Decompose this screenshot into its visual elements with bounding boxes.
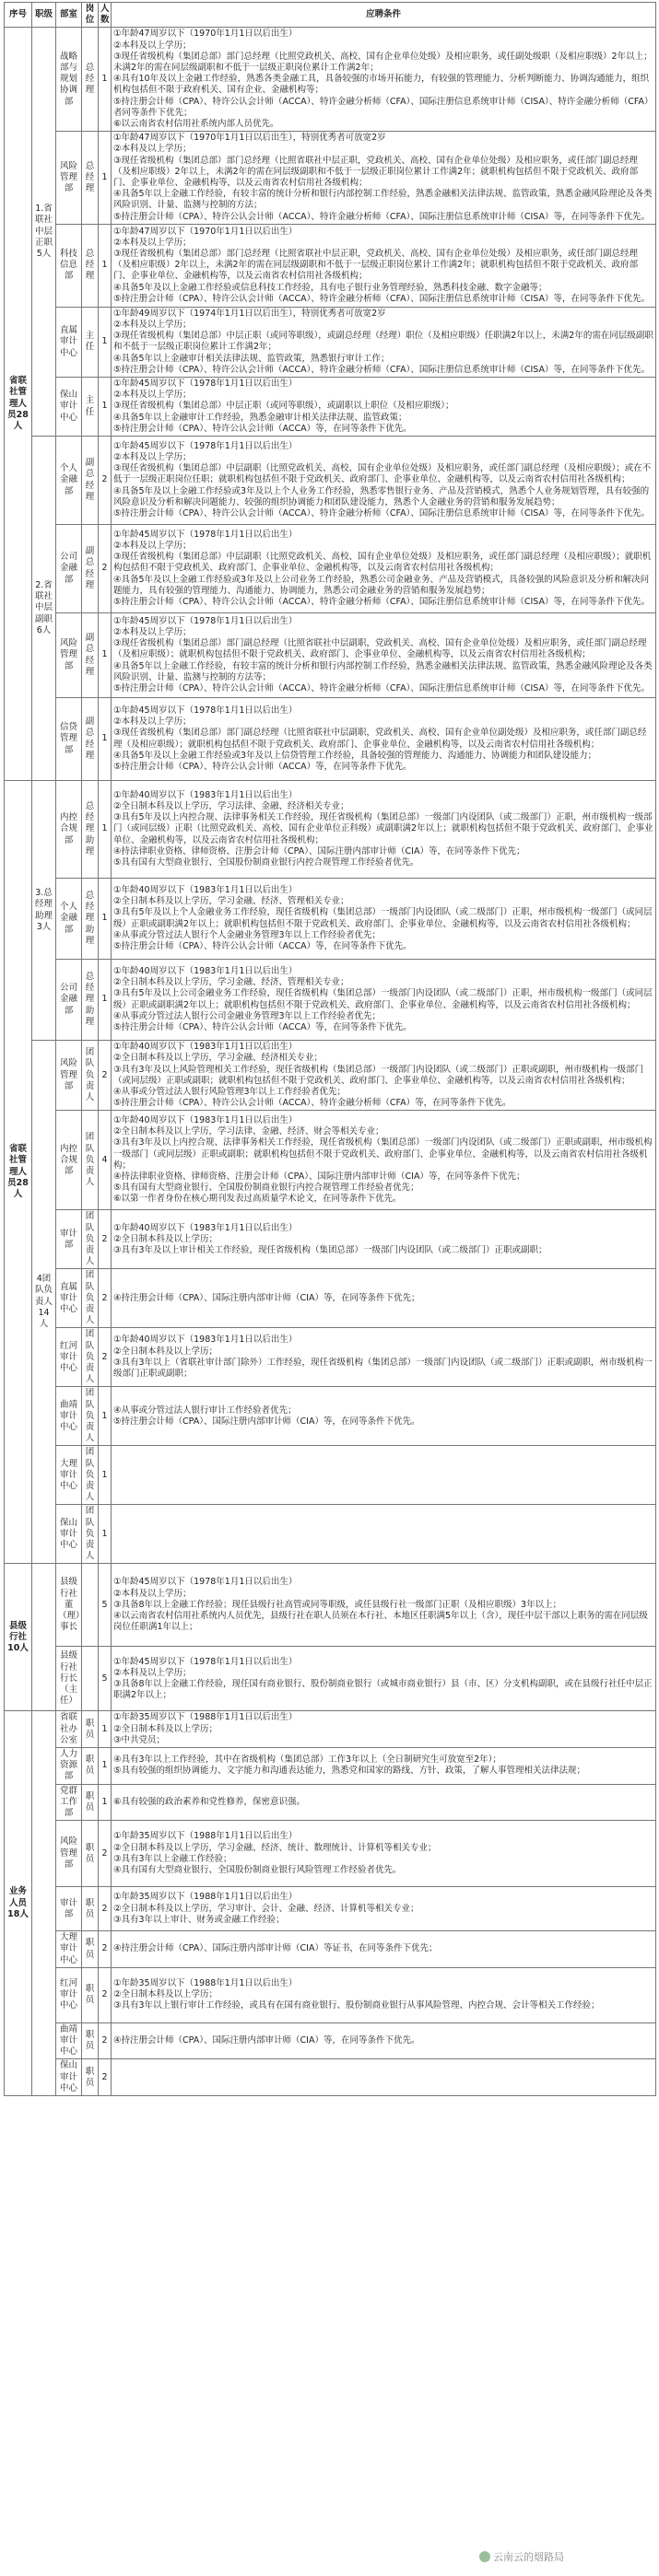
position-cell: 团队负责人 bbox=[82, 1041, 99, 1111]
requirement-line: ③具有3年及以上审计相关工作经验，现任省级机构（集团总部）一级部门内设团队（或二级部门）正职或副职； bbox=[113, 1244, 547, 1255]
table-body bbox=[5, 28, 656, 2096]
watermark bbox=[479, 2549, 564, 2564]
count-cell: 2 bbox=[99, 1821, 112, 1887]
position-cell: 职员 bbox=[82, 2059, 99, 2096]
requirement-line: ①年龄40周岁以下（1983年1月1日以后出生） bbox=[113, 965, 298, 976]
table-row bbox=[5, 1967, 656, 2022]
requirement-line: ②全日制本科及以上学历，学习金融、经济相关专业； bbox=[113, 1053, 324, 1064]
requirement-line: ①年龄40周岁以下（1983年1月1日以后出生） bbox=[113, 1115, 298, 1125]
level-cell: 4团队负责人14人 bbox=[32, 1041, 56, 1564]
requirements-cell bbox=[112, 1210, 656, 1269]
department-cell: 审计部 bbox=[56, 1210, 82, 1269]
requirements-cell bbox=[112, 132, 656, 225]
department-cell: 县级行社行长（主任） bbox=[56, 1647, 82, 1711]
requirements-cell bbox=[112, 1931, 656, 1968]
requirements-cell bbox=[112, 1328, 656, 1387]
count-cell: 1 bbox=[99, 1505, 112, 1564]
requirement-line: ④从事或分管过法人银行风险管理3年以上工作经验者优先； bbox=[113, 1086, 347, 1097]
department-cell: 县级行社董（理）事长 bbox=[56, 1564, 82, 1647]
count-cell: 1 bbox=[99, 613, 112, 698]
table-row bbox=[5, 1564, 656, 1647]
count-cell: 1 bbox=[99, 1446, 112, 1505]
requirement-line: ⑤持注册会计师（CPA）、特许公认会计师（ACCA）、特许金融分析师（CFA）、国际注册信息系统审计师（CISA）等，在同等条件下优先。 bbox=[113, 597, 650, 608]
requirement-line: ①年龄45周岁以下（1978年1月1日以后出生） bbox=[113, 615, 298, 626]
requirement-line: ⑥以第一作者身份在核心期刊发表过高质量学术论文，在同等条件下优先。 bbox=[113, 1194, 402, 1205]
requirement-line: ⑤持注册会计师（CPA）、特许公认会计师（ACCA）、特许金融分析师（CFA）、国际注册信息系统审计师（CISA）等，在同等条件下优先。 bbox=[113, 364, 650, 375]
department-cell: 保山审计中心 bbox=[56, 1505, 82, 1564]
department-cell: 曲靖审计中心 bbox=[56, 1387, 82, 1446]
position-cell: 团队负责人 bbox=[82, 1210, 99, 1269]
requirement-line: ⑤持注册会计师（CPA）、特许公认会计师（ACCA）、特许金融分析师（CFA）、国际注册信息系统审计师（CISA）等，在同等条件下优先。 bbox=[113, 683, 650, 694]
requirements-cell bbox=[112, 698, 656, 781]
department-cell: 个人金融部 bbox=[56, 879, 82, 960]
count-cell: 2 bbox=[99, 1269, 112, 1328]
count-cell: 2 bbox=[99, 1931, 112, 1968]
table-row bbox=[5, 1505, 656, 1564]
requirement-line: ④具备5年及以上金融工作经验或3年及以上信贷管理工作经验，具备较强的管理能力、沟通能力、协调能力和团队建设能力； bbox=[113, 750, 597, 761]
requirement-line: ①年龄40周岁以下（1983年1月1日以后出生） bbox=[113, 789, 298, 800]
table-row bbox=[5, 1387, 656, 1446]
position-cell: 主任 bbox=[82, 378, 99, 437]
department-cell: 保山审计中心 bbox=[56, 2059, 82, 2096]
requirement-line: ③具有3年以上审计、财务或金融工作经验； bbox=[113, 1914, 285, 1925]
count-cell: 1 bbox=[99, 224, 112, 307]
requirement-line: ④持法律职业资格、律师资格、注册会计师（CPA）、国际注册内部审计师（CIA）等，在同等条件下优先； bbox=[113, 1171, 525, 1183]
requirement-line: ①年龄45周岁以下（1978年1月1日以后出生） bbox=[113, 1656, 298, 1667]
requirement-line: ②本科及以上学历； bbox=[113, 541, 192, 552]
table-row bbox=[5, 307, 656, 377]
requirement-line: ①年龄47周岁以下（1970年1月1日以后出生），特别优秀者可放宽2岁 bbox=[113, 133, 386, 144]
requirement-line: ④具备5年以上金融工作经验，有较丰富的统计分析和银行内部控制工作经验，熟悉金融相关法律法规、监管政策，熟悉金融风险理论及各类风险识别、计量、监测与控制的方法； bbox=[113, 189, 653, 211]
position-cell: 团队负责人 bbox=[82, 1387, 99, 1446]
requirement-line: ⑥以云南省农村信用社系统内部人员优先。 bbox=[113, 119, 279, 130]
requirements-cell bbox=[112, 960, 656, 1041]
requirements-cell bbox=[112, 1821, 656, 1887]
requirement-line: ③具有3年以上金融工作经验； bbox=[113, 1853, 232, 1864]
level-cell: 1.省联社中层正职5人 bbox=[32, 28, 56, 437]
position-cell: 职员 bbox=[82, 1967, 99, 2022]
requirements-cell bbox=[112, 1784, 656, 1821]
requirement-line: ⑥具有较强的政治素养和党性修养，保密意识强。 bbox=[113, 1796, 306, 1807]
count-cell: 1 bbox=[99, 879, 112, 960]
department-cell: 审计部 bbox=[56, 1887, 82, 1931]
count-cell: 1 bbox=[99, 132, 112, 225]
count-cell: 5 bbox=[99, 1647, 112, 1711]
requirements-cell bbox=[112, 1111, 656, 1210]
requirement-line: ①年龄45周岁以下（1978年1月1日以后出生） bbox=[113, 529, 298, 540]
position-cell: 总经理 bbox=[82, 28, 99, 132]
requirement-line: ④具备5年以上金融审计工作经验，熟悉金融审计相关法律法规、监管政策； bbox=[113, 412, 407, 423]
count-cell: 5 bbox=[99, 1564, 112, 1647]
requirement-line: ②全日制本科及以上学历，学习法律、金融、经济相关专业； bbox=[113, 801, 349, 812]
requirement-line: ③现任省级机构（集团总部）中层副职（比照党政机关、高校、国有企业单位处级）及相应职务，或任部门副总经理（及相应职级）；就职机构包括但不限于党政机关、政府部门、企事业单位、金融机构等，以及云南省农村信用社各级机构； bbox=[113, 552, 652, 574]
requirement-line: ③现任省级机构（集团总部）部门副总经理（比照省联社中层副职，党政机关、高校、国有企业单位处级）及相应职务，或任部门副总经理（及相应职级）；就职机构包括但不限于党政机关、政府部门、企事业单位、金融机构等，以及云南省农村信用社各级机构； bbox=[113, 638, 647, 660]
requirements-cell bbox=[112, 1748, 656, 1785]
position-cell: 副总经理 bbox=[82, 437, 99, 525]
requirement-line: ②全日制本科及以上学历； bbox=[113, 1233, 218, 1244]
requirement-line: ②全日制本科及以上学历，学习金融、经济、管理相关专业； bbox=[113, 977, 349, 988]
requirement-line: ③具有3年及以上风险管理相关工作经验，现任省级机构（集团总部）一级部门内设团队（或二级部门）正职或副职，州市级机构一级部门（或同层级）正职或副职；就职机构包括但不限于党政机关、政府部门、企事业单位、金融机构等，以及云南省农村信用社各级机构； bbox=[113, 1064, 644, 1086]
position-cell bbox=[82, 1647, 99, 1711]
table-row bbox=[5, 781, 656, 879]
count-cell: 2 bbox=[99, 1887, 112, 1931]
position-cell bbox=[82, 1564, 99, 1647]
requirement-line: ③具有5年及以上公司金融业务工作经验，现任省级机构（集团总部）一级部门内设团队（或二级部门）正职，州市级机构一级部门（或同层级）正职或副职满2年以上；就职机构包括但不限于党政机关、政府部门、企事业单位、金融机构等，以及云南省农村信用社各级机构； bbox=[113, 988, 653, 1010]
requirement-line: ①年龄47周岁以下（1970年1月1日以后出生） bbox=[113, 226, 298, 237]
requirements-cell bbox=[112, 1967, 656, 2022]
header-serial: 序号 bbox=[5, 3, 32, 28]
level-cell: 2.省联社中层副职6人 bbox=[32, 437, 56, 781]
requirement-line: ①年龄40周岁以下（1983年1月1日以后出生） bbox=[113, 1222, 298, 1233]
section-serial-cell: 县级行社10人 bbox=[5, 1564, 32, 1711]
requirement-line: ①年龄35周岁以下（1988年1月1日以后出生） bbox=[113, 1831, 298, 1842]
requirements-cell bbox=[112, 781, 656, 879]
requirement-line: ③现任省级机构（集团总部）中层正职（或同等职级），或副总经理（经理）职位（及相应职级）任职满2年以上，未满2年的需在同层级副职和不低于一层级正职岗位累计工作满2年； bbox=[113, 331, 653, 353]
requirement-line: ③现任省级机构（集团总部）中层正职（或同等职级），或副职以上职位（及相应职级）； bbox=[113, 401, 454, 412]
requirement-line: ②本科及以上学历； bbox=[113, 390, 192, 401]
department-cell: 内控合规部 bbox=[56, 781, 82, 879]
requirement-line: ③具有5年及以上内控合规、法律事务相关工作经验，现任省级机构（集团总部）一级部门内设团队（或二级部门）正职，州市级机构一级部门（或同层级）正职（比照党政机关、高校、国有企业单位正科级）或副职满2年以上；就职机构包括但不限于党政机关、政府部门、企事业单位、金融机构等，以及云南省农村信用社各级机构； bbox=[113, 812, 653, 845]
recruitment-table-document bbox=[4, 2, 655, 2096]
requirement-line: ③具有3年以上银行审计工作经验，或具有在国有商业银行、股份制商业银行从事风险管理、内控合规、会计等相关工作经验； bbox=[113, 2000, 600, 2011]
position-cell: 总经理助理 bbox=[82, 879, 99, 960]
requirement-line: ①年龄40周岁以下（1983年1月1日以后出生） bbox=[113, 1042, 298, 1053]
requirements-cell bbox=[112, 224, 656, 307]
requirement-line: ⑤持注册会计师（CPA）、特许公认会计师（ACCA）、特许金融分析师（CFA）等，在同等条件下优先。 bbox=[113, 1098, 512, 1109]
table-row bbox=[5, 879, 656, 960]
requirements-cell bbox=[112, 1647, 656, 1711]
requirements-cell bbox=[112, 1505, 656, 1564]
requirements-cell bbox=[112, 2059, 656, 2096]
count-cell: 2 bbox=[99, 1210, 112, 1269]
requirement-line: ④具备5年以上金融工作经验，有较丰富的统计分析和银行内部控制工作经验，熟悉金融相关法律法规、监管政策，熟悉金融风险理论及各类风险识别、计量、监测与控制的方法等； bbox=[113, 660, 653, 682]
department-cell: 红河审计中心 bbox=[56, 1967, 82, 2022]
requirement-line: ③现任省级机构（集团总部）部门总经理（比照省联社中层正职，党政机关、高校、国有企业单位处级）及相应职务，或任部门副总经理（及相应职级）2年以上，未满2年的需在同层级副职和不低于一层级正职岗位累计工作满2年；就职机构包括但不限于党政机关、政府部门、企事业单位、金融机构等，以及云南省农村信用社各级机构； bbox=[113, 249, 639, 282]
requirement-line: ⑤持注册会计师（CPA）、特许公认会计师（ACCA）等，在同等条件下优先。 bbox=[113, 423, 412, 434]
position-cell: 总经理助理 bbox=[82, 781, 99, 879]
requirement-line: ③现任省级机构（集团总部）部门副总经理（比照省联社中层副职，党政机关、高校、国有企业单位副处级）及相应职务，或任部门副总经理（及相应职级）；就职机构包括但不限于党政机关、政府部门、企事业单位、金融机构等，以及云南省农村信用社各级机构； bbox=[113, 728, 647, 750]
department-cell: 党群工作部 bbox=[56, 1784, 82, 1821]
recruitment-table bbox=[4, 2, 656, 2096]
requirement-line: ④持注册会计师（CPA）、国际注册内部审计师（CIA）等，在同等条件下优先； bbox=[113, 1292, 420, 1303]
requirement-line: ③现任省级机构（集团总部）部门总经理（比照党政机关、高校、国有企业单位处级）及相应职务，或任副处级职（及相应职级）2年以上；未满2年的需在同层级副职和不低于一层级正职岗位累计工作满2年； bbox=[113, 51, 653, 74]
table-row bbox=[5, 525, 656, 613]
section-serial-cell: 省联社管理人员28人 bbox=[5, 781, 32, 1564]
department-cell: 公司金融部 bbox=[56, 960, 82, 1041]
requirement-line: ②全日制本科及以上学历； bbox=[113, 1346, 218, 1357]
position-cell: 总经理助理 bbox=[82, 960, 99, 1041]
requirement-line: ②本科及以上学历； bbox=[113, 237, 192, 248]
count-cell: 1 bbox=[99, 698, 112, 781]
requirement-line: ②全日制本科及以上学历，学习审计、会计、金融、经济、计算机等相关专业； bbox=[113, 1903, 419, 1914]
count-cell: 1 bbox=[99, 307, 112, 377]
requirements-cell bbox=[112, 1887, 656, 1931]
department-cell: 大理审计中心 bbox=[56, 1446, 82, 1505]
table-row bbox=[5, 28, 656, 132]
requirement-line: ④从事或分管过法人银行审计工作经验者优先； bbox=[113, 1405, 297, 1416]
table-row bbox=[5, 1784, 656, 1821]
requirement-line: ②全日制本科及以上学历，学习法律、金融、经济、财会等相关专业； bbox=[113, 1126, 384, 1137]
requirements-cell bbox=[112, 1387, 656, 1446]
count-cell: 1 bbox=[99, 781, 112, 879]
requirement-line: ①年龄47周岁以下（1970年1月1日以后出生） bbox=[113, 29, 298, 40]
requirement-line: ④具备5年以上金融审计相关法律法规、监管政策，熟悉银行审计工作； bbox=[113, 353, 390, 364]
department-cell: 省联社办公室 bbox=[56, 1711, 82, 1748]
requirement-line: ③具备8年以上金融工作经验，现任国有商业银行、股份制商业银行（或城市商业银行）县（市、区）分支机构副职，或在县级行社任中层正职满2年以上； bbox=[113, 1678, 653, 1701]
requirement-line: ④持法律职业资格、律师资格、注册会计师（CPA）、国际注册内部审计师（CIA）等，在同等条件下优先； bbox=[113, 845, 525, 857]
table-row bbox=[5, 378, 656, 437]
table-row bbox=[5, 1887, 656, 1931]
table-row bbox=[5, 224, 656, 307]
header-requirements: 应聘条件 bbox=[112, 3, 656, 28]
requirement-line: ③具有3年及以上内控合规、法律事务相关工作经验，现任省级机构（集团总部）一级部门内设团队（或二级部门）正职或副职，州市级机构一级部门（或同层级）正职或副职；就职机构包括但不限于党政机关、政府部门、企事业单位、金融机构等，以及云南省农村信用社各级机构； bbox=[113, 1137, 653, 1171]
department-cell: 风险管理部 bbox=[56, 132, 82, 225]
requirement-line: ⑤具有国有大型商业银行、全国股份制商业银行内控合规管理工作经验者优先。 bbox=[113, 857, 419, 868]
table-row bbox=[5, 960, 656, 1041]
department-cell: 风险管理部 bbox=[56, 1041, 82, 1111]
table-row bbox=[5, 1269, 656, 1328]
department-cell: 保山审计中心 bbox=[56, 378, 82, 437]
requirement-line: ①年龄45周岁以下（1978年1月1日以后出生） bbox=[113, 440, 298, 451]
section-serial-cell: 省联社管理人员28人 bbox=[5, 28, 32, 781]
requirements-cell bbox=[112, 1564, 656, 1647]
requirement-line: ②全日制本科及以上学历，学习金融、经济、管理相关专业； bbox=[113, 896, 349, 907]
position-cell: 团队负责人 bbox=[82, 1328, 99, 1387]
position-cell: 职员 bbox=[82, 2022, 99, 2059]
requirement-line: ④从事或分管过法人银行个人金融业务管理3年以上工作经验者优先； bbox=[113, 929, 382, 940]
count-cell: 2 bbox=[99, 1041, 112, 1111]
table-row bbox=[5, 1111, 656, 1210]
header-department: 部室 bbox=[56, 3, 82, 28]
requirements-cell bbox=[112, 613, 656, 698]
position-cell: 职员 bbox=[82, 1821, 99, 1887]
requirement-line: ②全日制本科及以上学历； bbox=[113, 1723, 218, 1734]
count-cell: 2 bbox=[99, 2059, 112, 2096]
table-row bbox=[5, 1328, 656, 1387]
department-cell: 个人金融部 bbox=[56, 437, 82, 525]
requirements-cell bbox=[112, 307, 656, 377]
table-row bbox=[5, 1821, 656, 1887]
table-row bbox=[5, 1711, 656, 1748]
position-cell: 总经理 bbox=[82, 224, 99, 307]
department-cell: 曲靖审计中心 bbox=[56, 2022, 82, 2059]
table-row bbox=[5, 1931, 656, 1968]
requirement-line: ④持注册会计师（CPA）、国际注册内部审计师（CIA）等，在同等条件下优先。 bbox=[113, 2035, 420, 2046]
requirement-line: ②本科及以上学历； bbox=[113, 1667, 192, 1678]
section-serial-cell: 业务人员18人 bbox=[5, 1711, 32, 2096]
count-cell: 2 bbox=[99, 525, 112, 613]
count-cell: 2 bbox=[99, 1328, 112, 1387]
requirement-line: ④从事或分管过法人银行公司金融业务管理3年以上工作经验者优先； bbox=[113, 1010, 382, 1021]
requirement-line: ⑤具有较强的组织协调能力、文字能力和沟通表达能力，熟悉党和国家的路线、方针、政策，了解人事管理相关法律法规； bbox=[113, 1766, 586, 1777]
requirement-line: ④持注册会计师（CPA）、国际注册内部审计师（CIA）等证书，在同等条件下优先； bbox=[113, 1943, 438, 1954]
requirement-line: ④具有3年以上工作经验，其中在省级机构（集团总部）工作3年以上（全日制研究生可放宽至2年）； bbox=[113, 1754, 501, 1766]
requirement-line: ②本科及以上学历； bbox=[113, 627, 192, 638]
department-cell: 人力资源部 bbox=[56, 1748, 82, 1785]
requirements-cell bbox=[112, 1446, 656, 1505]
requirement-line: ④具备5年及以上金融工作经验或3年及以上个人业务工作经验，熟悉零售银行业务、产品及营销模式，熟悉个人业务规划管理，具有较强的风险意识及分析和解决问题能力、较强的组织协调能力和团队建设能力，熟悉个人金融业务的营销和服务发展趋势； bbox=[113, 485, 650, 507]
requirement-line: ⑤持注册会计师（CPA）、特许公认会计师（ACCA）、特许金融分析师（CFA）、国际注册信息系统审计师（CISA）等，在同等条件下优先。 bbox=[113, 211, 650, 222]
requirements-cell bbox=[112, 1041, 656, 1111]
requirement-line: ②本科及以上学历； bbox=[113, 452, 192, 463]
requirement-line: ①年龄35周岁以下（1988年1月1日以后出生） bbox=[113, 1978, 298, 1989]
requirement-line: ②本科及以上学历； bbox=[113, 144, 192, 155]
position-cell: 总经理 bbox=[82, 132, 99, 225]
requirement-line: ⑤持注册会计师（CPA）、特许公认会计师（ACCA）、特许金融分析师（CFA）、国际注册信息系统审计师（CISA）等，在同等条件下优先。 bbox=[113, 508, 650, 519]
requirement-line: ①年龄40周岁以下（1983年1月1日以后出生） bbox=[113, 884, 298, 895]
department-cell: 红河审计中心 bbox=[56, 1328, 82, 1387]
position-cell: 职员 bbox=[82, 1887, 99, 1931]
wechat-logo-icon bbox=[479, 2551, 490, 2562]
count-cell: 2 bbox=[99, 2022, 112, 2059]
department-cell: 公司金融部 bbox=[56, 525, 82, 613]
table-row bbox=[5, 1748, 656, 1785]
position-cell: 职员 bbox=[82, 1931, 99, 1968]
position-cell: 团队负责人 bbox=[82, 1446, 99, 1505]
watermark-text: 云南云的烟路局 bbox=[493, 2551, 564, 2563]
requirement-line: ③现任省级机构（集团总部）中层副职（比照党政机关、高校、国有企业单位处级）及相应职务，或任部门副总经理（及相应职级）；或在不低于一层级正职岗位任职；就职机构包括但不限于党政机关、政府部门、企事业单位、金融机构等，以及云南省农村信用社各级机构； bbox=[113, 463, 652, 485]
requirement-line: ①年龄45周岁以下（1978年1月1日以后出生） bbox=[113, 1577, 298, 1588]
table-row bbox=[5, 1647, 656, 1711]
table-row bbox=[5, 698, 656, 781]
department-cell: 科技信息部 bbox=[56, 224, 82, 307]
count-cell: 1 bbox=[99, 378, 112, 437]
requirement-line: ①年龄35周岁以下（1988年1月1日以后出生） bbox=[113, 1892, 298, 1903]
table-row bbox=[5, 613, 656, 698]
requirement-line: ⑤持注册会计师（CPA）、特许公认会计师（ACCA）、特许金融分析师（CFA）、国际注册信息系统审计师（CISA）等，在同等条件下优先。 bbox=[113, 293, 650, 304]
requirements-cell bbox=[112, 1269, 656, 1328]
requirement-line: ④具备5年及以上金融工作经验或信息科技工作经验，具有电子银行业务管理经验，熟悉科技金融、数字金融等； bbox=[113, 282, 547, 293]
requirement-line: ①年龄45周岁以下（1978年1月1日以后出生） bbox=[113, 705, 298, 716]
requirement-line: ④具有10年及以上金融工作经验，熟悉各类金融工具，具备较强的市场开拓能力，有较强的管理能力、分析判断能力、协调沟通能力，组织机构包括但不限于政府机关、国有企业、金融机构等； bbox=[113, 74, 650, 96]
requirement-line: ⑤持注册会计师（CPA）、特许公认会计师（ACCA）等，在同等条件下优先。 bbox=[113, 941, 412, 951]
header-count: 人数 bbox=[99, 3, 112, 28]
requirement-line: ④具有国有大型商业银行、全国股份制商业银行风险管理工作经验者优先。 bbox=[113, 1864, 402, 1875]
department-cell: 风险管理部 bbox=[56, 1821, 82, 1887]
department-cell: 信贷管理部 bbox=[56, 698, 82, 781]
table-row bbox=[5, 2022, 656, 2059]
count-cell: 1 bbox=[99, 1387, 112, 1446]
count-cell: 1 bbox=[99, 1784, 112, 1821]
department-cell: 风险管理部 bbox=[56, 613, 82, 698]
department-cell: 直属审计中心 bbox=[56, 307, 82, 377]
department-cell: 战略部与规划协调部 bbox=[56, 28, 82, 132]
position-cell: 副总经理 bbox=[82, 525, 99, 613]
level-cell bbox=[32, 1564, 56, 1711]
count-cell: 1 bbox=[99, 1711, 112, 1748]
requirement-line: ④具备5年及以上金融工作经验或3年及以上公司业务工作经验，熟悉公司金融业务、产品及营销模式，具备较强的风险意识及分析和解决问题能力，具有较强的管理能力、沟通能力、协调能力，熟悉公司金融业务的营销和服务发展趋势； bbox=[113, 574, 650, 596]
requirement-line: ⑤持注册会计师（CPA）、特许公认会计师（ACCA）等，在同等条件下优先。 bbox=[113, 1022, 412, 1032]
requirement-line: ③现任省级机构（集团总部）部门总经理（比照省联社中层正职，党政机关、高校、国有企业单位处级）及相应职务，或任部门副总经理（及相应职级）2年以上，未满2年的需在同层级副职和不低于一层级正职岗位累计工作满2年；就职机构包括但不限于党政机关、政府部门、企事业单位、金融机构等，以及云南省农村信用社各级机构； bbox=[113, 155, 639, 189]
requirement-line: ②本科及以上学历； bbox=[113, 320, 192, 331]
requirement-line: ③中共党员； bbox=[113, 1734, 166, 1745]
count-cell: 1 bbox=[99, 960, 112, 1041]
requirement-line: ②本科及以上学历； bbox=[113, 40, 192, 51]
requirement-line: ①年龄45周岁以下（1978年1月1日以后出生） bbox=[113, 379, 298, 390]
count-cell: 2 bbox=[99, 437, 112, 525]
header-position: 岗位 bbox=[82, 3, 99, 28]
table-row bbox=[5, 437, 656, 525]
level-cell: 3.总经理助理3人 bbox=[32, 781, 56, 1041]
position-cell: 职员 bbox=[82, 1748, 99, 1785]
position-cell: 团队负责人 bbox=[82, 1269, 99, 1328]
requirements-cell bbox=[112, 525, 656, 613]
requirement-line: ②本科及以上学历； bbox=[113, 717, 192, 728]
requirement-line: ⑤持注册会计师（CPA）、特许公认会计师（ACCA）、特许金融分析师（CFA）、国际注册信息系统审计师（CISA）、特许金融分析师（CFA）者同等条件下优先； bbox=[113, 96, 653, 118]
header-level: 职级 bbox=[32, 3, 56, 28]
count-cell: 1 bbox=[99, 1748, 112, 1785]
requirements-cell bbox=[112, 879, 656, 960]
requirement-line: ①年龄40周岁以下（1983年1月1日以后出生） bbox=[113, 1335, 298, 1346]
requirement-line: ③具备8年以上金融工作经验；现任县级行社高管或同等职级，或任县级行社一级部门正职（及相应职级）3年以上； bbox=[113, 1599, 562, 1610]
table-row bbox=[5, 1446, 656, 1505]
count-cell: 2 bbox=[99, 1967, 112, 2022]
requirements-cell bbox=[112, 2022, 656, 2059]
table-row bbox=[5, 1041, 656, 1111]
requirements-cell bbox=[112, 28, 656, 132]
position-cell: 职员 bbox=[82, 1711, 99, 1748]
requirement-line: ⑤持注册会计师（CPA）、特许公认会计师（ACCA）等，在同等条件下优先。 bbox=[113, 762, 412, 772]
requirement-line: ④以云南省农村信用社系统内人员优先，县级行社在职人员须在本行社、本地区任职满5年以上（含），现任中层干部以上职务的需在同层级岗位任职满1年以上； bbox=[113, 1611, 648, 1633]
requirement-line: ①年龄49周岁以下（1974年1月1日以后出生），特别优秀者可放宽2岁 bbox=[113, 308, 386, 319]
requirements-cell bbox=[112, 1711, 656, 1748]
requirement-line: ②全日制本科及以上学历，学习金融、经济、统计、数理统计、计算机等相关专业； bbox=[113, 1842, 437, 1853]
position-cell: 团队负责人 bbox=[82, 1111, 99, 1210]
requirement-line: ③具有5年及以上个人金融业务工作经验，现任省级机构（集团总部）一级部门内设团队（或二级部门）正职，州市级机构一级部门（或同层级）正职或副职满2年以上；就职机构包括但不限于党政机关、政府部门、企事业单位、金融机构等，以及云南省农村信用社各级机构； bbox=[113, 907, 653, 929]
position-cell: 团队负责人 bbox=[82, 1505, 99, 1564]
table-row bbox=[5, 132, 656, 225]
requirements-cell bbox=[112, 378, 656, 437]
requirements-cell bbox=[112, 437, 656, 525]
position-cell: 职员 bbox=[82, 1784, 99, 1821]
requirement-line: ①年龄35周岁以下（1988年1月1日以后出生） bbox=[113, 1712, 298, 1723]
department-cell: 大理审计中心 bbox=[56, 1931, 82, 1968]
table-row bbox=[5, 2059, 656, 2096]
position-cell: 主任 bbox=[82, 307, 99, 377]
table-header-row bbox=[5, 3, 656, 28]
department-cell: 内控合规部 bbox=[56, 1111, 82, 1210]
position-cell: 副总经理 bbox=[82, 698, 99, 781]
level-cell bbox=[32, 1711, 56, 2096]
requirement-line: ③具有3年以上（省联社审计部门除外）工作经验，现任省级机构（集团总部）一级部门内设团队（或二级部门）正职或副职，州市级机构一级部门正职或副职； bbox=[113, 1357, 653, 1380]
requirement-line: ②本科及以上学历； bbox=[113, 1588, 192, 1599]
requirement-line: ②全日制本科及以上学历； bbox=[113, 1989, 218, 2000]
count-cell: 1 bbox=[99, 28, 112, 132]
count-cell: 4 bbox=[99, 1111, 112, 1210]
table-row bbox=[5, 1210, 656, 1269]
position-cell: 副总经理 bbox=[82, 613, 99, 698]
department-cell: 直属审计中心 bbox=[56, 1269, 82, 1328]
requirement-line: ⑤具有国有大型商业银行、全国股份制商业银行内控合规管理工作经验者优先； bbox=[113, 1183, 419, 1194]
requirement-line: ⑤持注册会计师（CPA）、国际注册内部审计师（CIA）等，在同等条件下优先。 bbox=[113, 1416, 420, 1427]
